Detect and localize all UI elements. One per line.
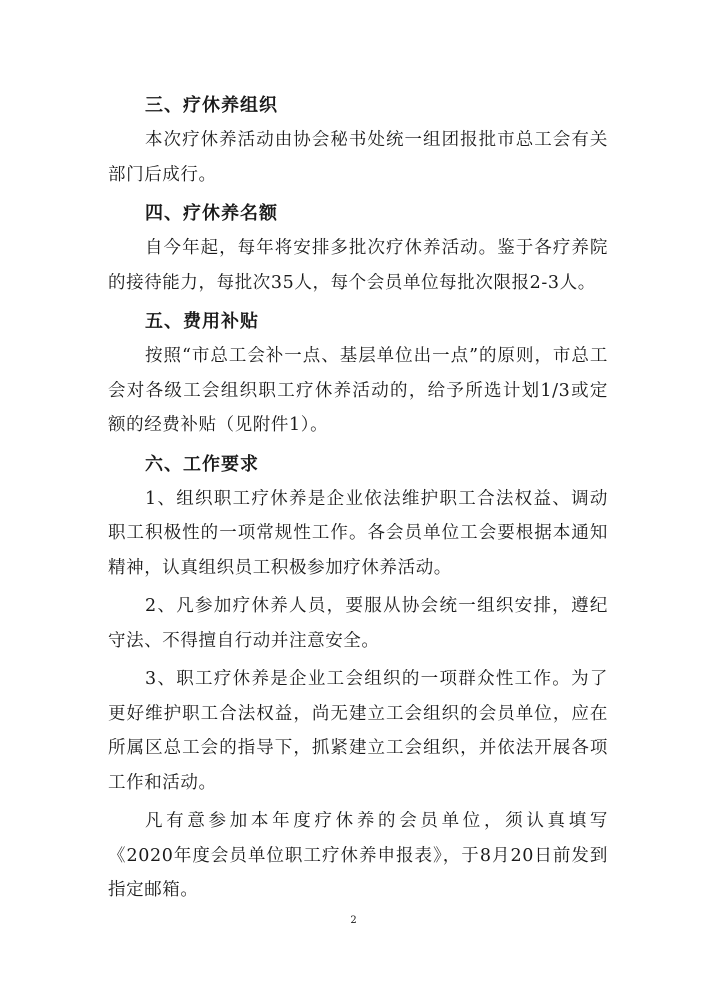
section-heading: 六、工作要求 (145, 453, 259, 475)
body-paragraph: 按照“市总工会补一点、基层单位出一点”的原则，市总工会对各级工会组织职工疗休养活动的，给予所选计划1/3或定额的经费补贴（见附件1）。 (108, 346, 608, 435)
body-paragraph: 自今年起，每年将安排多批次疗休养活动。鉴于各疗养院的接待能力，每批次35人，每个会员单位每批次限报2-3人。 (108, 238, 608, 293)
body-paragraph: 本次疗休养活动由协会秘书处统一组团报批市总工会有关部门后成行。 (108, 130, 608, 185)
body-paragraph: 3、职工疗休养是企业工会组织的一项群众性工作。为了更好维护职工合法权益，尚无建立工会组织的会员单位，应在所属区总工会的指导下，抓紧建立工会组织，并依法开展各项工作和活动。 (108, 669, 608, 793)
body-paragraph: 1、组织职工疗休养是企业依法维护职工合法权益、调动职工积极性的一项常规性工作。各会员单位工会要根据本通知精神，认真组织员工积极参加疗休养活动。 (108, 488, 608, 578)
page-number: 2 (350, 915, 357, 926)
body-paragraph: 2、凡参加疗休养人员，要服从协会统一组织安排，遵纪守法、不得擅自行动并注意安全。 (108, 596, 608, 651)
section-heading: 四、疗休养名额 (145, 203, 278, 224)
section-heading: 五、费用补贴 (145, 311, 259, 332)
body-paragraph: 凡有意参加本年度疗休养的会员单位，须认真填写《2020年度会员单位职工疗休养申报表》，于8月20日前发到指定邮箱。 (108, 811, 608, 900)
document-body (108, 89, 608, 908)
section-heading: 三、疗休养组织 (145, 95, 278, 116)
